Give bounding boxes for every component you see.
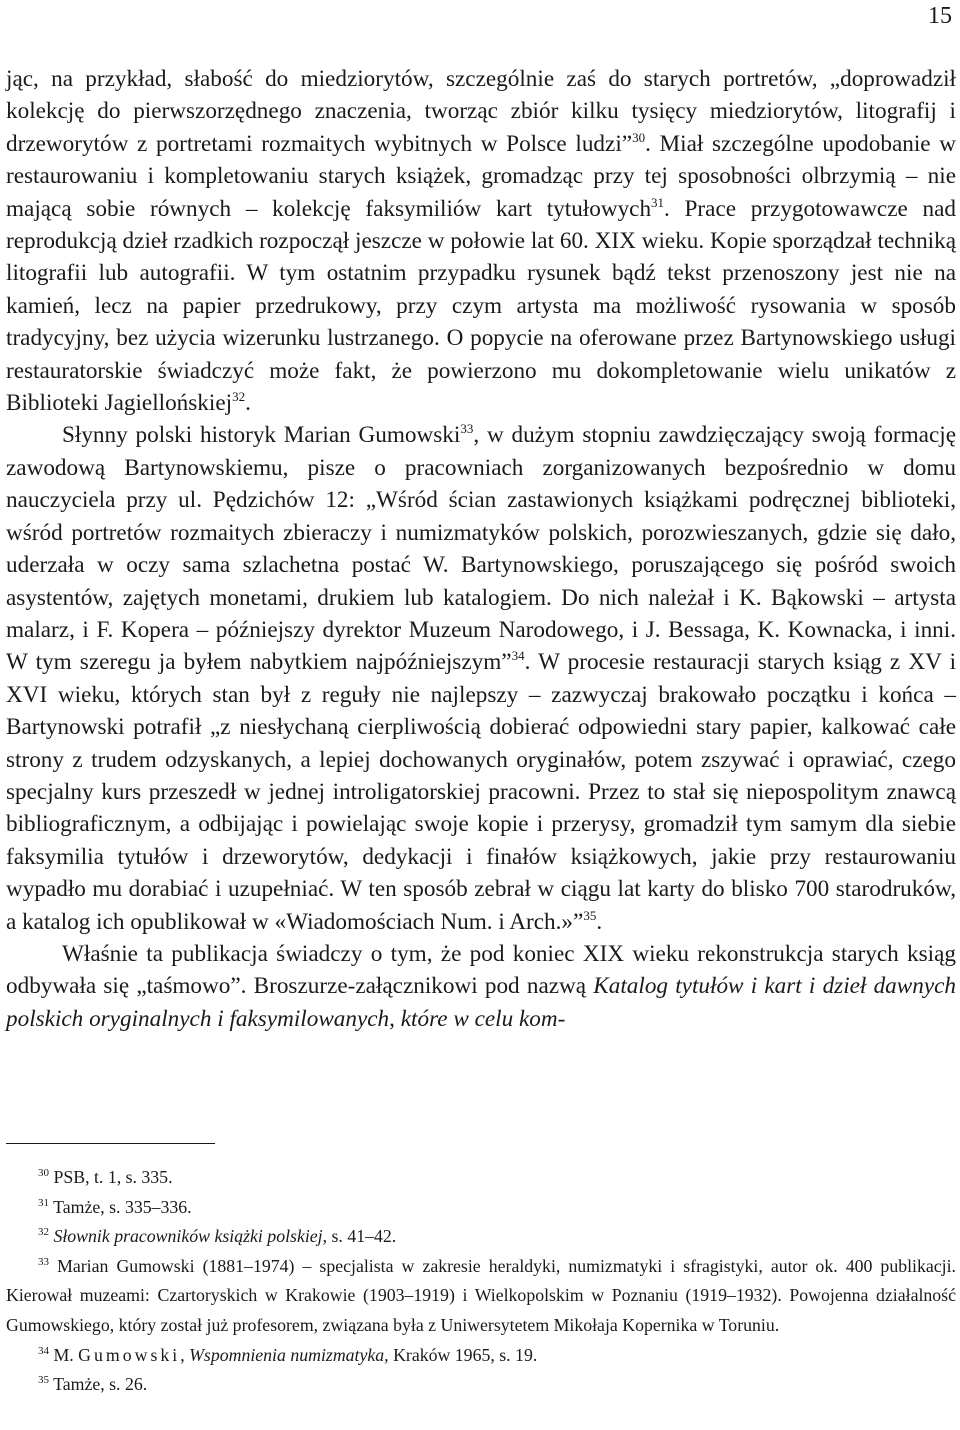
text-run: Właśnie ta publikacja świadczy o tym, że pod koniec XIX wieku rekonstrukcja starych ksiąg odbywała się „taśmowo”. Broszurze-załącznikowi pod nazwą: [6, 940, 956, 1000]
footnote-35: [6, 1370, 956, 1400]
footnote-separator: [6, 1143, 215, 1144]
italic-text: Wspomnienia numizmatyka: [189, 1344, 385, 1365]
footnote-number: 32: [38, 1226, 49, 1239]
footnote-ref: 31: [651, 194, 665, 210]
text-run: , s. 41–42.: [322, 1226, 397, 1247]
footnote-number: 30: [38, 1167, 49, 1179]
text-run: Tamże, s. 335–336.: [53, 1196, 192, 1217]
footnotes: [6, 1163, 956, 1400]
page-number: 15: [928, 3, 952, 29]
text-run: . Prace przygotowawcze nad reprodukcją dzieł rzadkich rozpoczął jeszcze w połowie lat 60. XIX wieku. Kopie sporządzał techniką litografii lub autografii. W tym ostatnim przypadku rysunek bądź tekst przenoszony jest nie na kamień, lecz na papier przedrukowy, przy czym artysta ma możliwość rysowania w sposób tradycyjny, bez użycia wizerunku lustrzanego. O popycie na oferowane przez Bartynowskiego usługi restauratorskie świadczyć może fakt, że powierzono mu dokompletowanie wielu unikatów z Biblioteki Jagiellońskiej: [6, 195, 956, 417]
text-run: Słynny polski historyk Marian Gumowski: [62, 422, 461, 449]
footnote-ref: 32: [232, 389, 246, 405]
italic-text: Słownik pracowników książki polskiej: [53, 1226, 323, 1247]
text-run: .: [596, 908, 603, 935]
text-run: , w dużym stopniu zawdzięczający swoją formację zawodową Bartynowskiemu, pisze o pracowniach zorganizowanych bezpośrednio w domu nauczyciela przy ul. Pędzichów 12: „Wśród ścian zastawionych książkami podręcznej biblioteki, wśród portretów rozmaitych zbieraczy i numizmatyków polskich, porozwieszanych, gdzie się dało, uderzała w oczy sama szlachetna postać W. Bartynowskiego, poruszającego się pośród swoich asystentów, zajętych monetami, drukiem lub katalogiem. Do nich należał i K. Bąkowski – artysta malarz, i F. Kopera – późniejszy dyrektor Muzeum Narodowego, i J. Bessaga, K. Kownacka, i inni. W tym szeregu ja byłem nabytkiem najpóźniejszym”: [6, 422, 956, 676]
text-run: .: [245, 390, 251, 417]
footnote-number: 34: [38, 1344, 49, 1357]
spaced-text: Gumowski: [78, 1344, 181, 1365]
footnote-33: [6, 1252, 956, 1341]
paragraph-2: [6, 419, 956, 938]
text-run: M.: [53, 1344, 79, 1365]
footnote-32: [6, 1222, 956, 1252]
italic-text: Katalog tytułów i kart i dzieł dawnych polskich oryginalnych i faksymilowanych, które w celu kom-: [6, 973, 956, 1032]
text-run: jąc, na przykład, słabość do miedziorytów, szczególnie zaś do starych portretów, „doprowadził kolekcję do pierwszorzędnego znaczenia, tworząc zbiór kilku tysięcy miedziorytów, litografij i drzeworytów z portretami rozmaitych wybitnych w Polsce ludzi”: [6, 66, 956, 157]
text-run: Tamże, s. 26.: [53, 1374, 148, 1395]
text-run: Marian Gumowski (1881–1974) – specjalista w zakresie heraldyki, numizmatyki i sfragistyki, autor ok. 400 publikacji. Kierował muzeami: Czartoryskich w Krakowie (1903–1919) i Wielkopolskim w Poznaniu (1919–1932). Powojenna działalność Gumowskiego, który został już profesorem, związana była z Uniwersytetem Mikołaja Kopernika w Toruniu.: [6, 1255, 956, 1335]
text-run: ,: [180, 1344, 190, 1365]
text-run: PSB, t. 1, s. 335.: [53, 1167, 173, 1187]
footnote-ref: 33: [460, 421, 474, 437]
footnote-31: [6, 1193, 956, 1223]
text-run: , Kraków 1965, s. 19.: [384, 1344, 538, 1365]
footnote-ref: 30: [632, 129, 646, 145]
footnote-number: 31: [38, 1196, 49, 1209]
body-text: [6, 63, 956, 1035]
footnote-number: 35: [38, 1374, 49, 1387]
text-run: . W procesie restauracji starych ksiąg z XV i XVI wieku, których stan był z reguły nie najlepszy – zazwyczaj brakowało początku i końca – Bartynowski potrafił „z niesłychaną cierpliwością dobierać odpowiedni stary papier, kalkować całe strony z trudem odzyskanych, a lepiej dochowanych oryginałów, potem zszywać i oprawiać, czego specjalny kurs przeszedł w jednej introligatorskiej pracowni. Przez to stał się niepospolitym znawcą bibliograficznym, a odbijając i powielając swoje kopie i przerysy, gromadził tym samym dla siebie faksymilia tytułów i drzeworytów, dedykacji i finałów książkowych, jakie przy restaurowaniu wypadło mu dorabiać i uzupełniać. W ten sposób zebrał w ciągu lat karty do blisko 700 starodruków, a katalog ich opublikował w «Wiadomościach Num. i Arch.»”: [6, 649, 957, 935]
text-run: . Miał szczególne upodobanie w restaurowaniu i kompletowaniu starych książek, gromadząc przy tej sposobności olbrzymią – nie mającą sobie równych – kolekcję faksymiliów kart tytułowych: [6, 130, 956, 222]
footnote-number: 33: [38, 1255, 49, 1268]
paragraph-1: [6, 63, 956, 419]
footnote-34: [6, 1341, 956, 1371]
paragraph-3: [6, 938, 956, 1035]
footnote-ref: 35: [583, 907, 597, 923]
footnote-ref: 34: [511, 648, 525, 664]
footnote-30: [6, 1163, 956, 1193]
